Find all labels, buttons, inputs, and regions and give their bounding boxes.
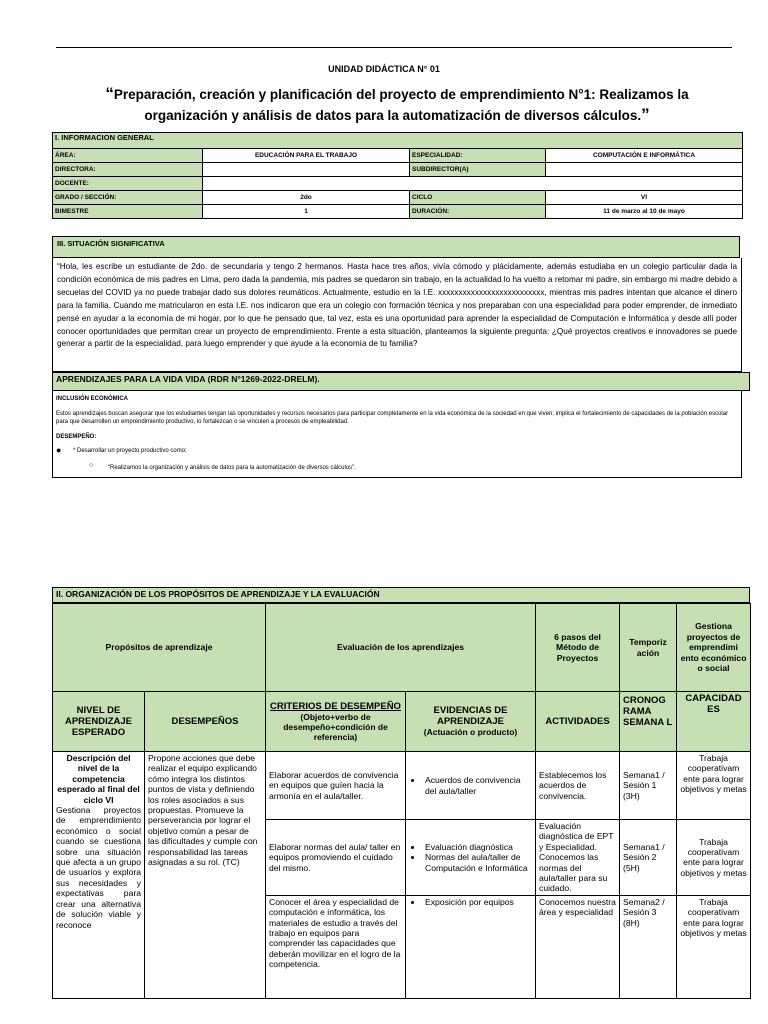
criterios-title: CRITERIOS DE DESEMPEÑO — [270, 701, 401, 712]
header-temporizacion: Temporiz ación — [620, 604, 677, 692]
evidencias-3 — [406, 895, 536, 998]
bullet-circle-icon: ○ — [89, 462, 94, 469]
capacidad-3: Trabaja cooperativam ente para lograr objetivos y metas — [677, 895, 751, 998]
aprendizajes-heading: APRENDIZAJES PARA LA VIDA VIDA (RDR N°1269-2022-DRELM). — [52, 372, 750, 391]
header-criterios — [266, 692, 406, 752]
actividad-2: Evaluación diagnóstica de EPT y Especialidad. Conocemos las normas del aula/taller para su cuidado. — [536, 820, 620, 896]
area-label: ÁREA: — [53, 149, 203, 163]
nivel-title: Descripción del nivel de la competencia esperado al final del ciclo VI — [57, 753, 140, 805]
bimestre-label: BIMESTRE — [53, 205, 203, 219]
cronograma-3: Semana2 / Sesión 3 (8H) — [620, 895, 677, 998]
cronograma-1: Semana1 / Sesión 1 (3H) — [620, 752, 677, 820]
header-nivel: NIVEL DE APRENDIZAJE ESPERADO — [53, 692, 145, 752]
actividad-3: Conocemos nuestra área y especialidad — [536, 895, 620, 998]
situacion-heading: III. SITUACIÓN SIGNIFICATIVA — [52, 236, 740, 258]
ciclo-value: VI — [546, 191, 743, 205]
evidencia-2-1: • Evaluación diagnóstica — [423, 842, 532, 852]
desempeno-title: DESEMPEÑO: — [56, 434, 97, 440]
evidencia-1-1: • Acuerdos de convivencia del aula/taller — [423, 775, 532, 796]
criterio-2: Elaborar normas del aula/ taller en equipos promoviendo el cuidado del mismo. — [266, 820, 406, 896]
general-info-heading: I. INFORMACION GENERAL — [53, 133, 743, 149]
situacion-text: “Hola, les escribe un estudiante de 2do. de secundaria y tengo 2 hermanos. Hasta hace tres años, vivía cómodo y plácidamente, además estudiaba en un colegio particular dada la condición económica de mis padres en Lima, pero dada la pandemia, mis padres se quedaron sin trabajo, en la actualidad lo ha vuelto a retomar mi padre, sin embargo mi madre debido a secuelas del COVID ya no puede trabajar dado sus dolores reumáticos. Actualmente, estudio en la I.E. xxxxxxxxxxxxxxxxxxxxxxxxxx, mientras mis padres intentan que alcance el dinero para la familia. Cuando me matricularon en esta I.E. nos indicaron que era un colegio con formación técnica y nos preparaban con una especialidad para poder emprender, de inmediato pensé en ayudar a la economía de mi hogar, por lo que he pensado que, tal vez, esta es una oportunidad para aprender la especialidad de Computación e Informática y desde allí poder conocer oportunidades que permitan crear un proyecto de emprendimiento. Frente a esta situación, planteamos la siguiente pregunta: ¿Qué proyectos creativos e innovadores se puede generar a partir de la especialidad, para luego emprender y que ayude a la economía de tu familia? — [52, 258, 742, 372]
evidencia-2-2: • Normas del aula/taller de Computación e Informática — [423, 852, 532, 873]
especialidad-label: ESPECIALIDAD: — [410, 149, 546, 163]
header-capacidades: CAPACIDAD ES — [677, 692, 751, 752]
duracion-label: DURACIÓN: — [410, 205, 546, 219]
docente-label: DOCENTE: — [53, 177, 203, 191]
nivel-cell — [53, 752, 145, 999]
header-evidencias — [406, 692, 536, 752]
subdirector-label: SUBDIRECTOR(A) — [410, 163, 546, 177]
desempeno-cell: Propone acciones que debe realizar el equipo explicando cómo integra los distintos puntos de vista y definiendo los roles asociados a sus propuestas. Promueve la perseverancia por lograr el objetivo común a pesar de las dificultades y cumple con responsabilidad las tareas asignadas a su rol. (TC) — [145, 752, 266, 999]
header-evaluacion: Evaluación de los aprendizajes — [266, 604, 536, 692]
especialidad-value: COMPUTACIÓN E INFORMÁTICA — [546, 149, 743, 163]
evidencia-3-1: • Exposición por equipos — [423, 897, 532, 907]
header-propositos: Propósitos de aprendizaje — [53, 604, 266, 692]
criterio-3: Conocer el área y especialidad de computación e informática, los materiales de estudio a través del trabajo en equipos para comprender las capacidades que deberán movilizar en el logro de la competencia. — [266, 895, 406, 998]
header-pasos: 6 pasos del Método de Proyectos — [536, 604, 620, 692]
criterio-1: Elaborar acuerdos de convivencia en equipos que guíen hacia la armonía en el aula/taller. — [266, 752, 406, 820]
evidencias-title: EVIDENCIAS DE APRENDIZAJE — [433, 705, 508, 727]
docente-value — [203, 177, 743, 191]
criterios-sub: (Objeto+verbo de desempeño+condición de referencia) — [283, 712, 388, 742]
evidencias-1 — [406, 752, 536, 820]
main-title — [62, 84, 732, 126]
directora-label: DIRECTORA: — [53, 163, 203, 177]
title-quote-open: “ — [105, 84, 114, 103]
grado-value: 2do — [203, 191, 410, 205]
title-text: Preparación, creación y planificación del proyecto de emprendimiento N°1: Realizamos la organización y análisis de datos para la automatización de diversos cálculos. — [113, 87, 689, 123]
header-desempenos: DESEMPEÑOS — [145, 692, 266, 752]
organizacion-table — [52, 603, 751, 999]
header-cronograma: CRONOG RAMA SEMANA L — [620, 692, 677, 752]
header-gestiona: Gestiona proyectos de emprendimi ento económico o social — [677, 604, 751, 692]
header-rule — [56, 47, 732, 48]
desempeno-bullet-2: “Realizamos la organización y análisis de datos para la automatización de diversos cálculos”. — [108, 465, 356, 471]
header-actividades: ACTIVIDADES — [536, 692, 620, 752]
inclusion-title: INCLUSIÓN ECONÓMICA — [56, 396, 128, 402]
evidencias-2 — [406, 820, 536, 896]
general-info-table — [52, 132, 743, 219]
grado-label: GRADO / SECCIÓN: — [53, 191, 203, 205]
inclusion-text: Estos aprendizajes buscan asegurar que los estudiantes tengan las oportunidades y recursos necesarios para participar completamente en la vida económica de la sociedad en que viven; implica el fortalecimiento de capacidades de la población escolar para que desarrollen un emprendimiento productivo, lo fortalezcan o se vinculen a procesos de empleabilidad. — [56, 411, 729, 425]
actividad-1: Establecemos los acuerdos de convivencia. — [536, 752, 620, 820]
desempeno-bullet-1: * Desarrollar un proyecto productivo como: — [73, 448, 187, 454]
ciclo-label: CICLO — [410, 191, 546, 205]
capacidad-2: Trabaja cooperativam ente para lograr objetivos y metas — [677, 820, 751, 896]
area-value: EDUCACIÓN PARA EL TRABAJO — [203, 149, 410, 163]
aprendizajes-box — [52, 391, 742, 478]
evidencias-sub: (Actuación o producto) — [423, 727, 518, 737]
subdirector-value — [546, 163, 743, 177]
capacidad-1: Trabaja cooperativam ente para lograr objetivos y metas — [677, 752, 751, 820]
bimestre-value: 1 — [203, 205, 410, 219]
bullet-disc-icon: ● — [56, 445, 62, 455]
nivel-text: Gestiona proyectos de emprendimiento económico o social cuando se cuestiona sobre una situación que afecta a un grupo de usuarios y explora sus necesidades y expectativas para crear una alternativa de solución viable y reconoce — [56, 805, 141, 930]
organizacion-heading: II. ORGANIZACIÓN DE LOS PROPÓSITOS DE APRENDIZAJE Y LA EVALUACIÓN — [52, 587, 750, 603]
cronograma-2: Semana1 / Sesión 2 (5H) — [620, 820, 677, 896]
directora-value — [203, 163, 410, 177]
unit-title: UNIDAD DIDÁCTICA N° 01 — [328, 64, 440, 74]
title-quote-close: ” — [641, 105, 650, 124]
duracion-value: 11 de marzo al 10 de mayo — [546, 205, 743, 219]
